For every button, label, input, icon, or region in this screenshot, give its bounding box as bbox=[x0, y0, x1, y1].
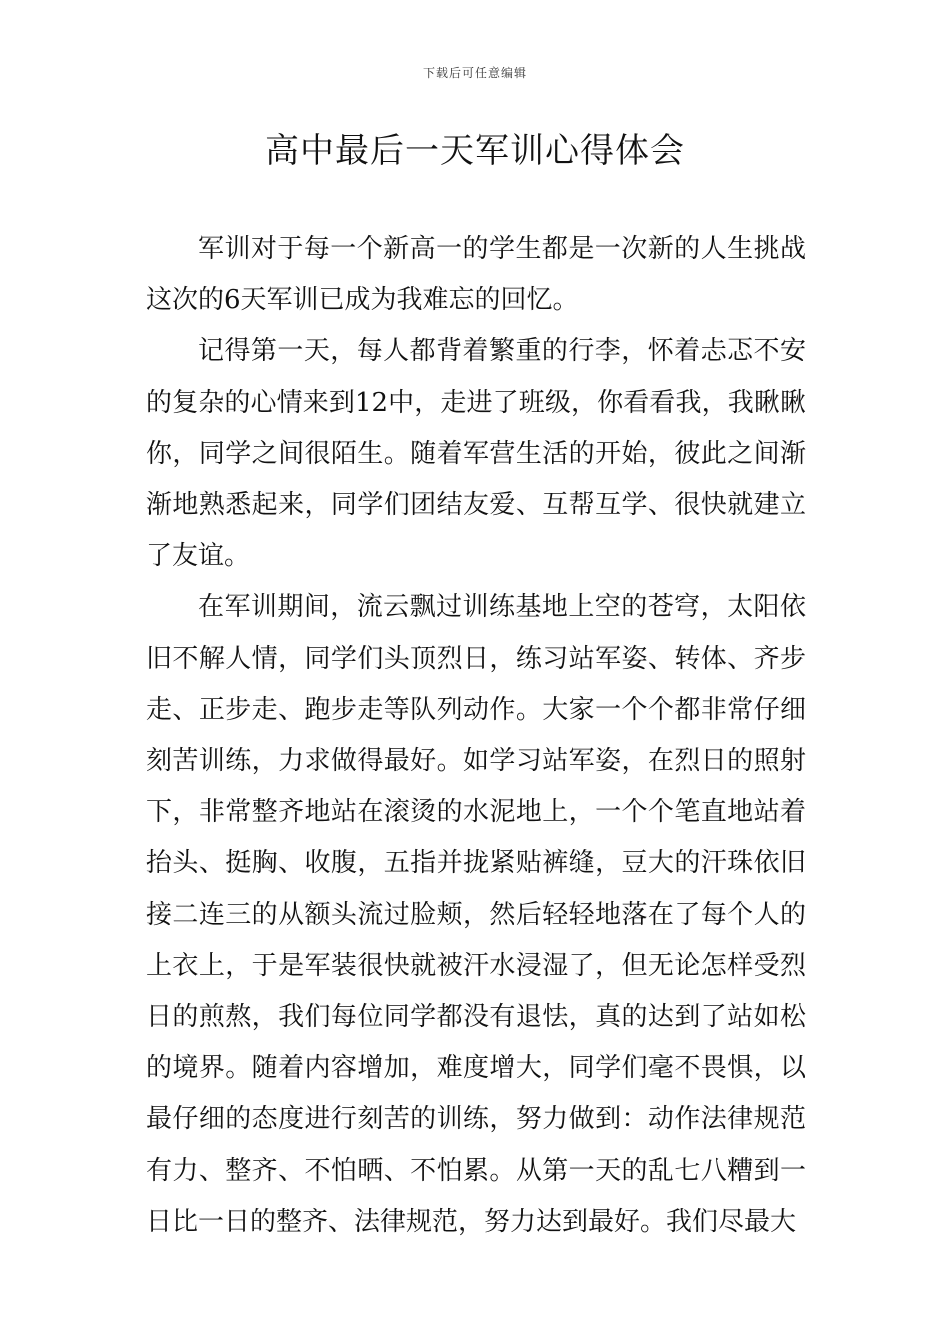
paragraph-2: 记得第一天，每人都背着繁重的行李，怀着忐忑不安的复杂的心情来到12中，走进了班级，你看看我，我瞅瞅你，同学之间很陌生。随着军营生活的开始，彼此之间渐渐地熟悉起来，同学们团结友爱、互帮互学、很快就建立了友谊。 bbox=[146, 336, 806, 572]
document-title: 高中最后一天军训心得体会 bbox=[265, 131, 685, 171]
header-note: 下载后可任意编辑 bbox=[422, 66, 527, 80]
document-body bbox=[146, 224, 806, 1248]
paragraph-3: 在军训期间，流云飘过训练基地上空的苍穹，太阳依旧不解人情，同学们头顶烈日，练习站军姿、转体、齐步走、正步走、跑步走等队列动作。大家一个个都非常仔细刻苦训练，力求做得最好。如学习站军姿，在烈日的照射下，非常整齐地站在滚烫的水泥地上，一个个笔直地站着抬头、挺胸、收腹，五指并拢紧贴裤缝，豆大的汗珠依旧接二连三的从额头流过脸颊，然后轻轻地落在了每个人的上衣上，于是军装很快就被汗水浸湿了，但无论怎样受烈日的煎熬，我们每位同学都没有退怯，真的达到了站如松的境界。随着内容增加，难度增大，同学们毫不畏惧，以最仔细的态度进行刻苦的训练，努力做到：动作法律规范有力、整齐、不怕晒、不怕累。从第一天的乱七八糟到一日比一日的整齐、法律规范，努力达到最好。我们尽最大 bbox=[146, 592, 806, 1237]
paragraph-1: 军训对于每一个新高一的学生都是一次新的人生挑战这次的6天军训已成为我难忘的回忆。 bbox=[146, 234, 806, 316]
